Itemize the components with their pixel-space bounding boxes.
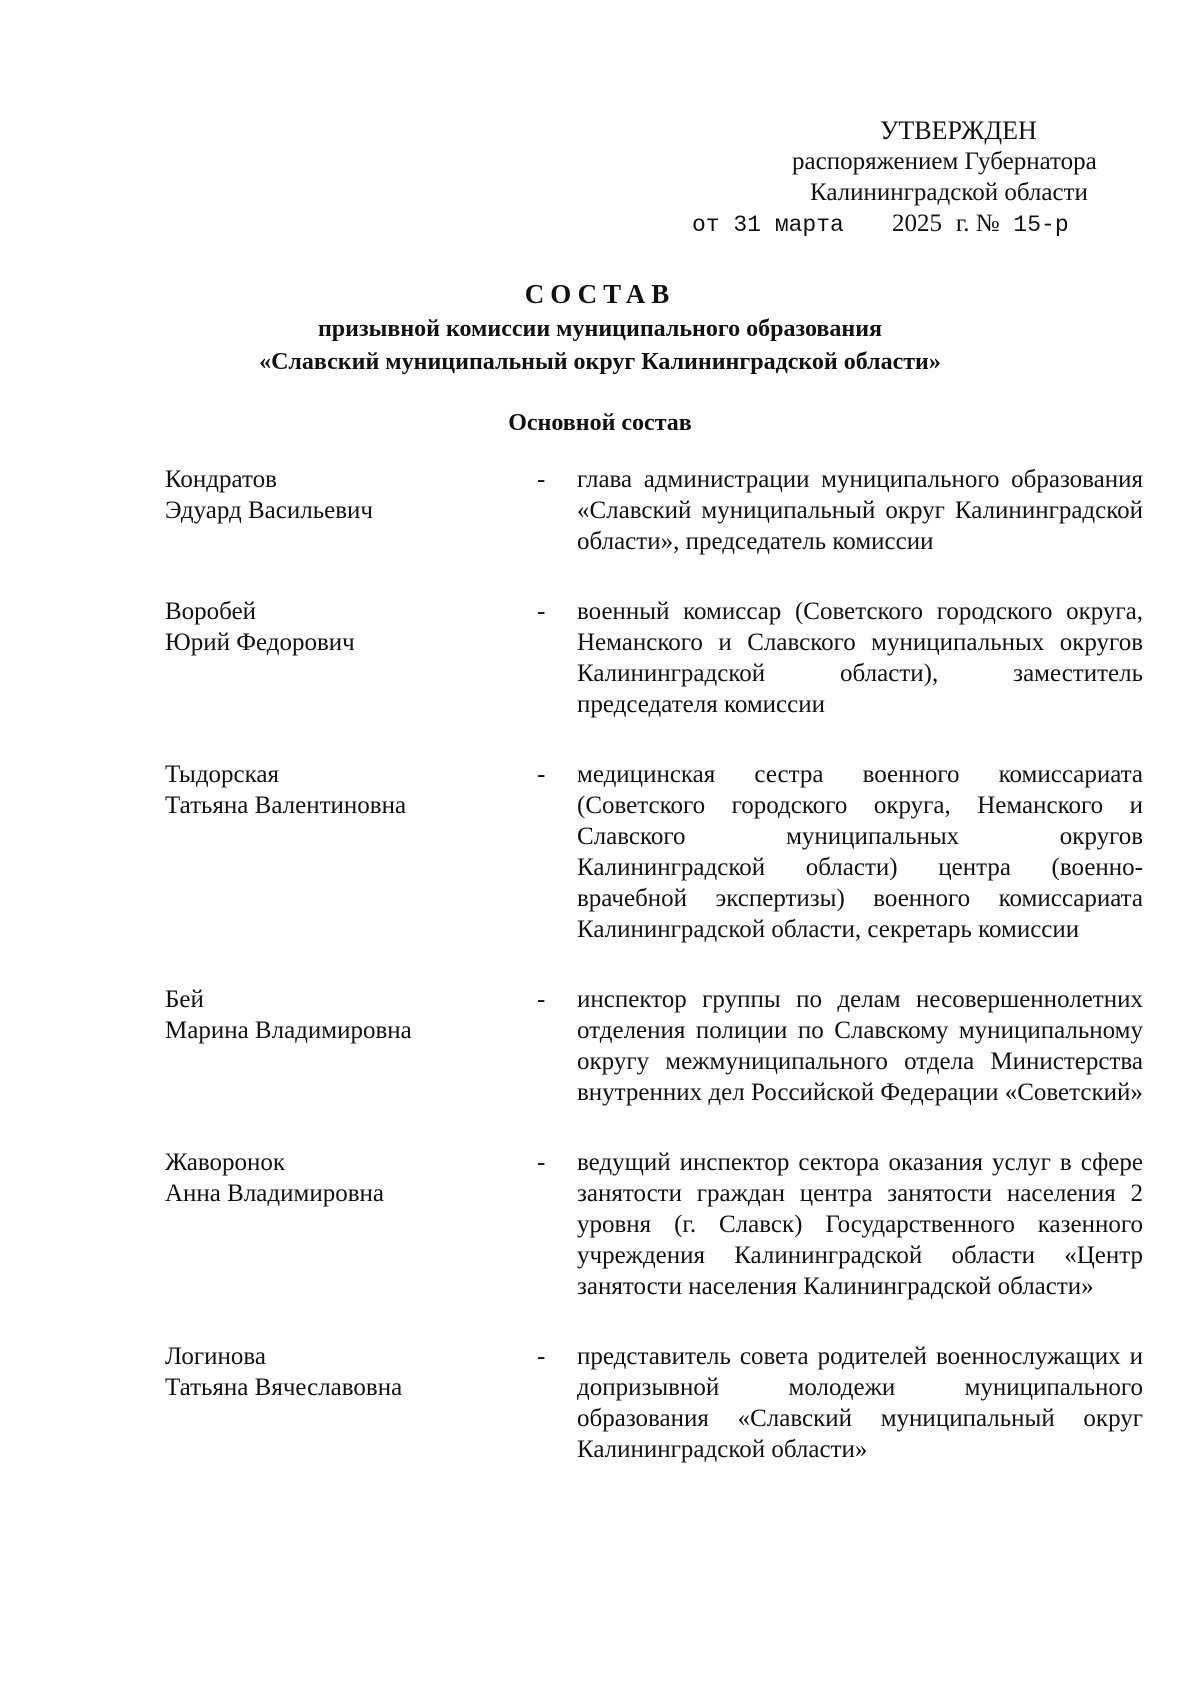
approval-number-label: г. № bbox=[955, 210, 1000, 237]
document-title: СОСТАВ bbox=[524, 279, 676, 309]
member-role: ведущий инспектор сектора оказания услуг в сфере занятости граждан центра занятости населения 2 уровня (г. Славск) Государственного казенного учреждения Калининградской области «Центр занятости населения Калининградской области» bbox=[577, 1149, 1143, 1300]
member-given-name: Марина Владимировна bbox=[165, 1017, 412, 1044]
member-dash: - bbox=[537, 986, 546, 1013]
member-name bbox=[165, 759, 537, 821]
member-role: военный комиссар (Советского городского округа, Неманского и Славского муниципальных округов Калининградской области), заместитель председателя комиссии bbox=[577, 598, 1143, 718]
member-given-name: Анна Владимировна bbox=[165, 1180, 384, 1207]
member-name bbox=[165, 1147, 537, 1209]
member-row bbox=[165, 759, 1145, 945]
member-given-name: Татьяна Вячеславовна bbox=[165, 1374, 403, 1401]
approval-line-region: Калининградской области bbox=[810, 179, 1088, 206]
member-given-name: Татьяна Валентиновна bbox=[165, 792, 407, 819]
member-surname: Тыдорская bbox=[165, 761, 280, 788]
member-dash: - bbox=[537, 761, 546, 788]
approval-stamp bbox=[692, 115, 1150, 241]
member-dash: - bbox=[537, 1343, 546, 1370]
approval-heading: УТВЕРЖДЕН bbox=[880, 116, 1037, 145]
member-row bbox=[165, 1341, 1145, 1465]
member-role: глава администрации муниципального образования «Славский муниципальный округ Калининградской области», председатель комиссии bbox=[577, 466, 1143, 555]
approval-date-line bbox=[692, 208, 1150, 241]
member-role: представитель совета родителей военнослужащих и допризывной молодежи муниципального образования «Славский муниципальный округ Калининградской области» bbox=[577, 1343, 1143, 1463]
member-surname: Жаворонок bbox=[165, 1149, 286, 1176]
section-heading: Основной состав bbox=[508, 410, 692, 436]
approval-date: от 31 марта bbox=[692, 212, 844, 238]
subtitle-line-1: призывной комиссии муниципального образования bbox=[317, 316, 883, 342]
member-row bbox=[165, 596, 1145, 720]
member-surname: Логинова bbox=[165, 1343, 266, 1370]
member-row bbox=[165, 464, 1145, 557]
member-given-name: Эдуард Васильевич bbox=[165, 497, 373, 524]
member-name bbox=[165, 464, 537, 526]
member-given-name: Юрий Федорович bbox=[165, 629, 355, 656]
member-row bbox=[165, 984, 1145, 1108]
member-dash: - bbox=[537, 598, 546, 625]
member-surname: Бей bbox=[165, 986, 204, 1013]
member-list bbox=[165, 464, 1145, 1465]
subtitle-line-2: «Славский муниципальный округ Калининградской области» bbox=[259, 349, 941, 375]
approval-year: 2025 bbox=[892, 210, 942, 237]
member-dash: - bbox=[537, 466, 546, 493]
member-row bbox=[165, 1147, 1145, 1302]
member-name bbox=[165, 1341, 537, 1403]
member-dash: - bbox=[537, 1149, 546, 1176]
member-name bbox=[165, 984, 537, 1046]
member-role: инспектор группы по делам несовершеннолетних отделения полиции по Славскому муниципальному округу межмуниципального отдела Министерства внутренних дел Российской Федерации «Советский» bbox=[577, 986, 1143, 1106]
approval-number: 15-р bbox=[1013, 212, 1069, 238]
member-surname: Воробей bbox=[165, 598, 257, 625]
document-subtitle bbox=[0, 313, 1200, 379]
member-role: медицинская сестра военного комиссариата (Советского городского округа, Неманского и Славского муниципальных округов Калининградской области) центра (военно-врачебной экспертизы) военного комиссариата Калининградской области, секретарь комиссии bbox=[577, 761, 1143, 943]
approval-line-order: распоряжением Губернатора bbox=[792, 148, 1097, 175]
member-name bbox=[165, 596, 537, 658]
member-surname: Кондратов bbox=[165, 466, 277, 493]
